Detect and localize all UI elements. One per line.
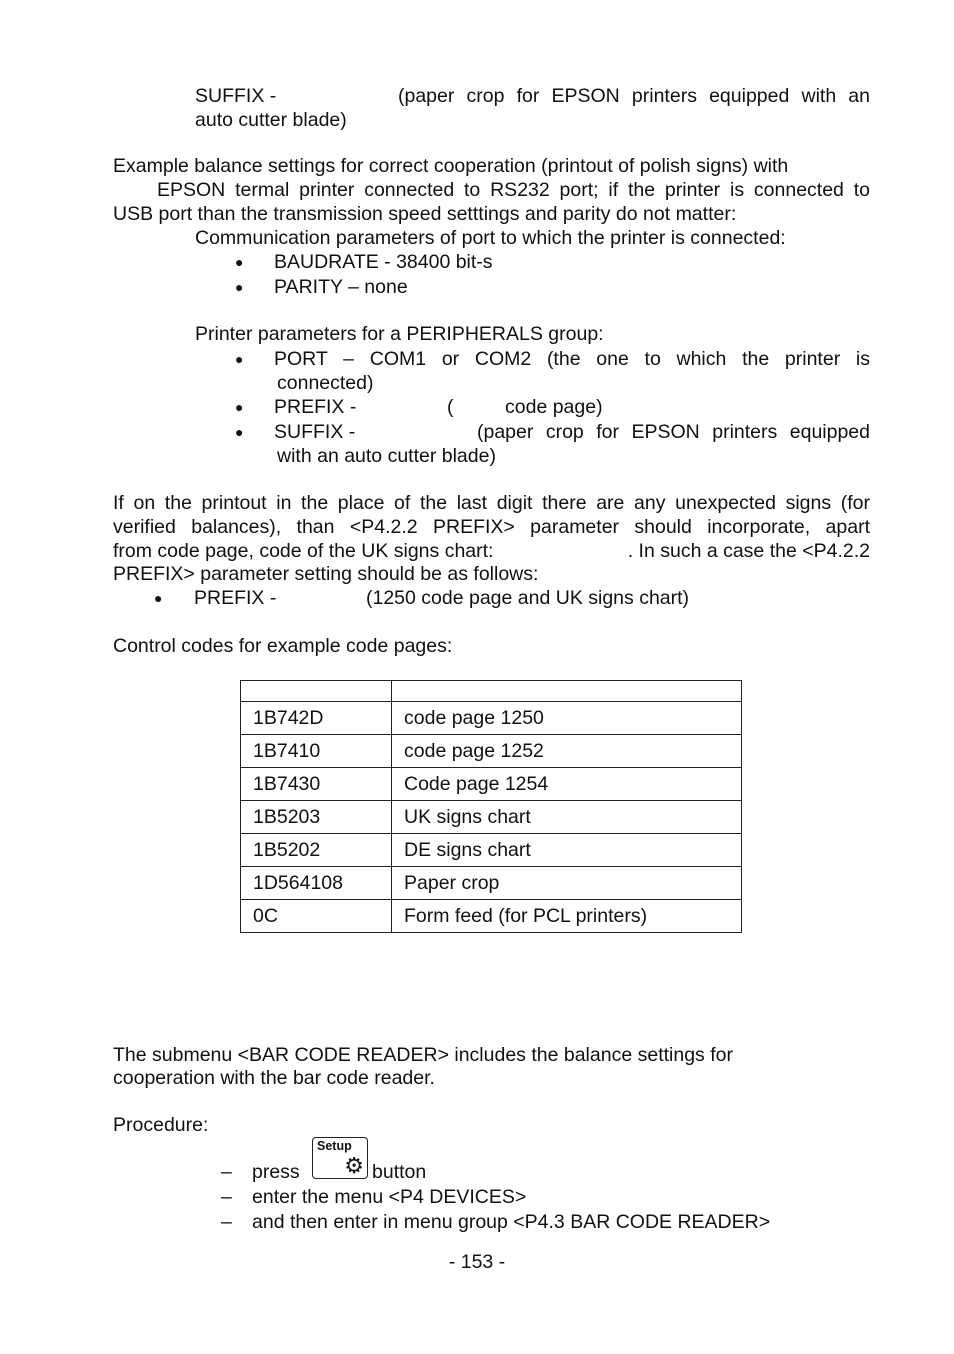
comm-param-baudrate: BAUDRATE - 38400 bit-s <box>274 251 493 273</box>
printer-param-prefix-desc: code page) <box>505 396 603 418</box>
desc-cell: Paper crop <box>392 867 742 900</box>
table-row <box>241 834 742 867</box>
bullet-icon: ● <box>154 590 163 606</box>
table-header-cell <box>392 681 742 702</box>
bullet-icon: ● <box>235 254 244 270</box>
codes-heading: Control codes for example code pages: <box>113 635 453 657</box>
printer-param-suffix-desc-cont: with an auto cutter blade) <box>277 445 496 467</box>
table-row <box>241 900 742 933</box>
unexpected-prefix-desc: (1250 code page and UK signs chart) <box>366 587 690 609</box>
code-cell: 1B5203 <box>241 801 392 834</box>
code-cell: 1B7430 <box>241 768 392 801</box>
dash-icon: – <box>221 1186 232 1208</box>
top-suffix-desc: (paper crop for EPSON printers equipped with an <box>398 85 870 107</box>
unexpected-line1: If on the printout in the place of the last digit there are any unexpected signs (for <box>113 492 870 514</box>
printer-param-suffix-label: SUFFIX - <box>274 421 356 443</box>
gear-icon: ⚙ <box>344 1153 364 1178</box>
bullet-icon: ● <box>235 424 244 440</box>
printer-param-suffix-desc: (paper crop for EPSON printers equipped <box>477 421 870 443</box>
setup-button-label: Setup <box>317 1139 352 1153</box>
bullet-icon: ● <box>235 279 244 295</box>
printer-param-port-cont: connected) <box>277 372 374 394</box>
example-intro-line1: Example balance settings for correct cooperation (printout of polish signs) with <box>113 155 789 177</box>
desc-cell: Code page 1254 <box>392 768 742 801</box>
table-row <box>241 867 742 900</box>
table-header-cell <box>241 681 392 702</box>
top-suffix-label: SUFFIX - <box>195 85 277 107</box>
setup-button <box>312 1137 368 1179</box>
procedure-press: press <box>252 1161 300 1183</box>
table-row <box>241 735 742 768</box>
comm-param-parity: PARITY – none <box>274 276 408 298</box>
code-cell: 0C <box>241 900 392 933</box>
desc-cell: DE signs chart <box>392 834 742 867</box>
code-cell: 1B742D <box>241 702 392 735</box>
bullet-icon: ● <box>235 351 244 367</box>
dash-icon: – <box>221 1211 232 1233</box>
example-intro-line2: EPSON termal printer connected to RS232 port; if the printer is connected to <box>157 179 870 201</box>
barcode-line1: The submenu <BAR CODE READER> includes the balance settings for <box>113 1044 733 1066</box>
bullet-icon: ● <box>235 399 244 415</box>
table-row <box>241 801 742 834</box>
desc-cell: UK signs chart <box>392 801 742 834</box>
procedure-step3: and then enter in menu group <P4.3 BAR CODE READER> <box>252 1211 771 1233</box>
procedure-button-word: button <box>372 1161 427 1183</box>
unexpected-line4: PREFIX> parameter setting should be as follows: <box>113 563 539 585</box>
dash-icon: – <box>221 1161 232 1183</box>
printer-param-port: PORT – COM1 or COM2 (the one to which the printer is <box>274 348 870 370</box>
top-suffix-desc-cont: auto cutter blade) <box>195 109 347 131</box>
printer-param-prefix-open: ( <box>447 396 454 418</box>
unexpected-prefix-label: PREFIX - <box>194 587 277 609</box>
desc-cell: code page 1250 <box>392 702 742 735</box>
table-header-row <box>241 681 742 702</box>
unexpected-line2: verified balances), than <P4.2.2 PREFIX> parameter should incorporate, apart <box>113 516 870 538</box>
example-intro-line3: USB port than the transmission speed setttings and parity do not matter: <box>113 203 737 225</box>
code-cell: 1D564108 <box>241 867 392 900</box>
table-row <box>241 702 742 735</box>
page-number: - 153 - <box>448 1251 506 1273</box>
table-row <box>241 768 742 801</box>
procedure-heading: Procedure: <box>113 1114 209 1136</box>
desc-cell: code page 1252 <box>392 735 742 768</box>
code-cell: 1B7410 <box>241 735 392 768</box>
code-cell: 1B5202 <box>241 834 392 867</box>
comm-params-heading: Communication parameters of port to which the printer is connected: <box>195 227 786 249</box>
desc-cell: Form feed (for PCL printers) <box>392 900 742 933</box>
printer-param-prefix-label: PREFIX - <box>274 396 357 418</box>
unexpected-line3a: from code page, code of the UK signs chart: <box>113 540 494 562</box>
printer-params-heading: Printer parameters for a PERIPHERALS group: <box>195 323 604 345</box>
control-codes-table <box>240 680 742 933</box>
unexpected-line3b: . In such a case the <P4.2.2 <box>627 540 870 562</box>
barcode-line2: cooperation with the bar code reader. <box>113 1067 435 1089</box>
procedure-step2: enter the menu <P4 DEVICES> <box>252 1186 527 1208</box>
